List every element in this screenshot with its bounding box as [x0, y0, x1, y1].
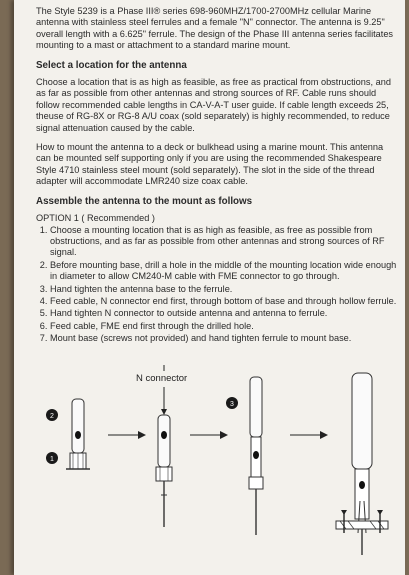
svg-text:3: 3 [230, 401, 234, 408]
arrow-2 [190, 431, 228, 439]
option-label: OPTION 1 ( Recommended ) [36, 213, 155, 224]
intro-paragraph: The Style 5239 is a Phase III® series 698-960MHZ/1700-2700MHz cellular Marine antenna with stainless steel ferrules and a female "N" connector. The antenna is 9.25" overall length with a 6.625" ferrule. The design of the Phase III antenna series facilitates mounting to a mast or attachment to a standard marine mount. [36, 6, 394, 51]
callout-1 [46, 452, 58, 464]
arrow-1 [108, 431, 146, 439]
svg-text:1: 1 [50, 456, 54, 463]
instruction-text [36, 6, 398, 346]
stage-3-antenna [249, 377, 263, 535]
stage-2-cable-feed [156, 415, 172, 527]
step-item: 5. Hand tighten N connector to outside antenna and antenna to ferrule. [50, 308, 398, 319]
step-item: 4. Feed cable, N connector end first, through bottom of base and through hollow ferrule. [50, 296, 398, 307]
instruction-sheet [14, 0, 405, 575]
step-item: 2. Before mounting base, drill a hole in the middle of the mounting location wide enough in diameter to allow CM240-M cable with FME connector to go through. [50, 260, 398, 283]
steps-list [36, 225, 398, 345]
callout-2 [46, 409, 58, 421]
assembly-illustration [14, 355, 405, 570]
stage-4-mounted [336, 373, 388, 555]
svg-text:2: 2 [50, 413, 54, 420]
mount-paragraph: How to mount the antenna to a deck or bulkhead using a marine mount. This antenna can be mounted self supporting only if you are using the recommended Shakespeare Style 4710 stainless steel mount (sold separately). The slot in the side of the thread adapter will accommodate LMR240 size coax cable. [36, 142, 384, 187]
step-item: 6. Feed cable, FME end first through the drilled hole. [50, 321, 398, 332]
stage-1-ferrule [66, 399, 90, 469]
assembly-diagram [14, 355, 405, 570]
assemble-heading: Assemble the antenna to the mount as follows [36, 195, 253, 207]
step-item: 1. Choose a mounting location that is as high as feasible, as free as possible from obstructions, and as far as possible from other antennas and strong sources of RF signal. [50, 225, 398, 259]
location-heading: Select a location for the antenna [36, 59, 187, 71]
callout-3 [226, 397, 238, 409]
step-item: 7. Mount base (screws not provided) and hand tighten ferrule to mount base. [50, 333, 398, 344]
n-connector-label: N connector [136, 373, 188, 384]
step-item: 3. Hand tighten the antenna base to the ferrule. [50, 284, 398, 295]
arrow-3 [290, 431, 328, 439]
location-paragraph: Choose a location that is as high as feasible, as free as practical from obstructions, and as far as possible from other antennas and strong sources of RF. Cable runs should follow recommended cable lengths in CA-V-A-T user guide. If cable length exceeds 25, theuse of RG-8X or RG-8 A/U coax (sold separately) is highly recommended, to reduce signal attenuation caused by the cable. [36, 77, 391, 133]
